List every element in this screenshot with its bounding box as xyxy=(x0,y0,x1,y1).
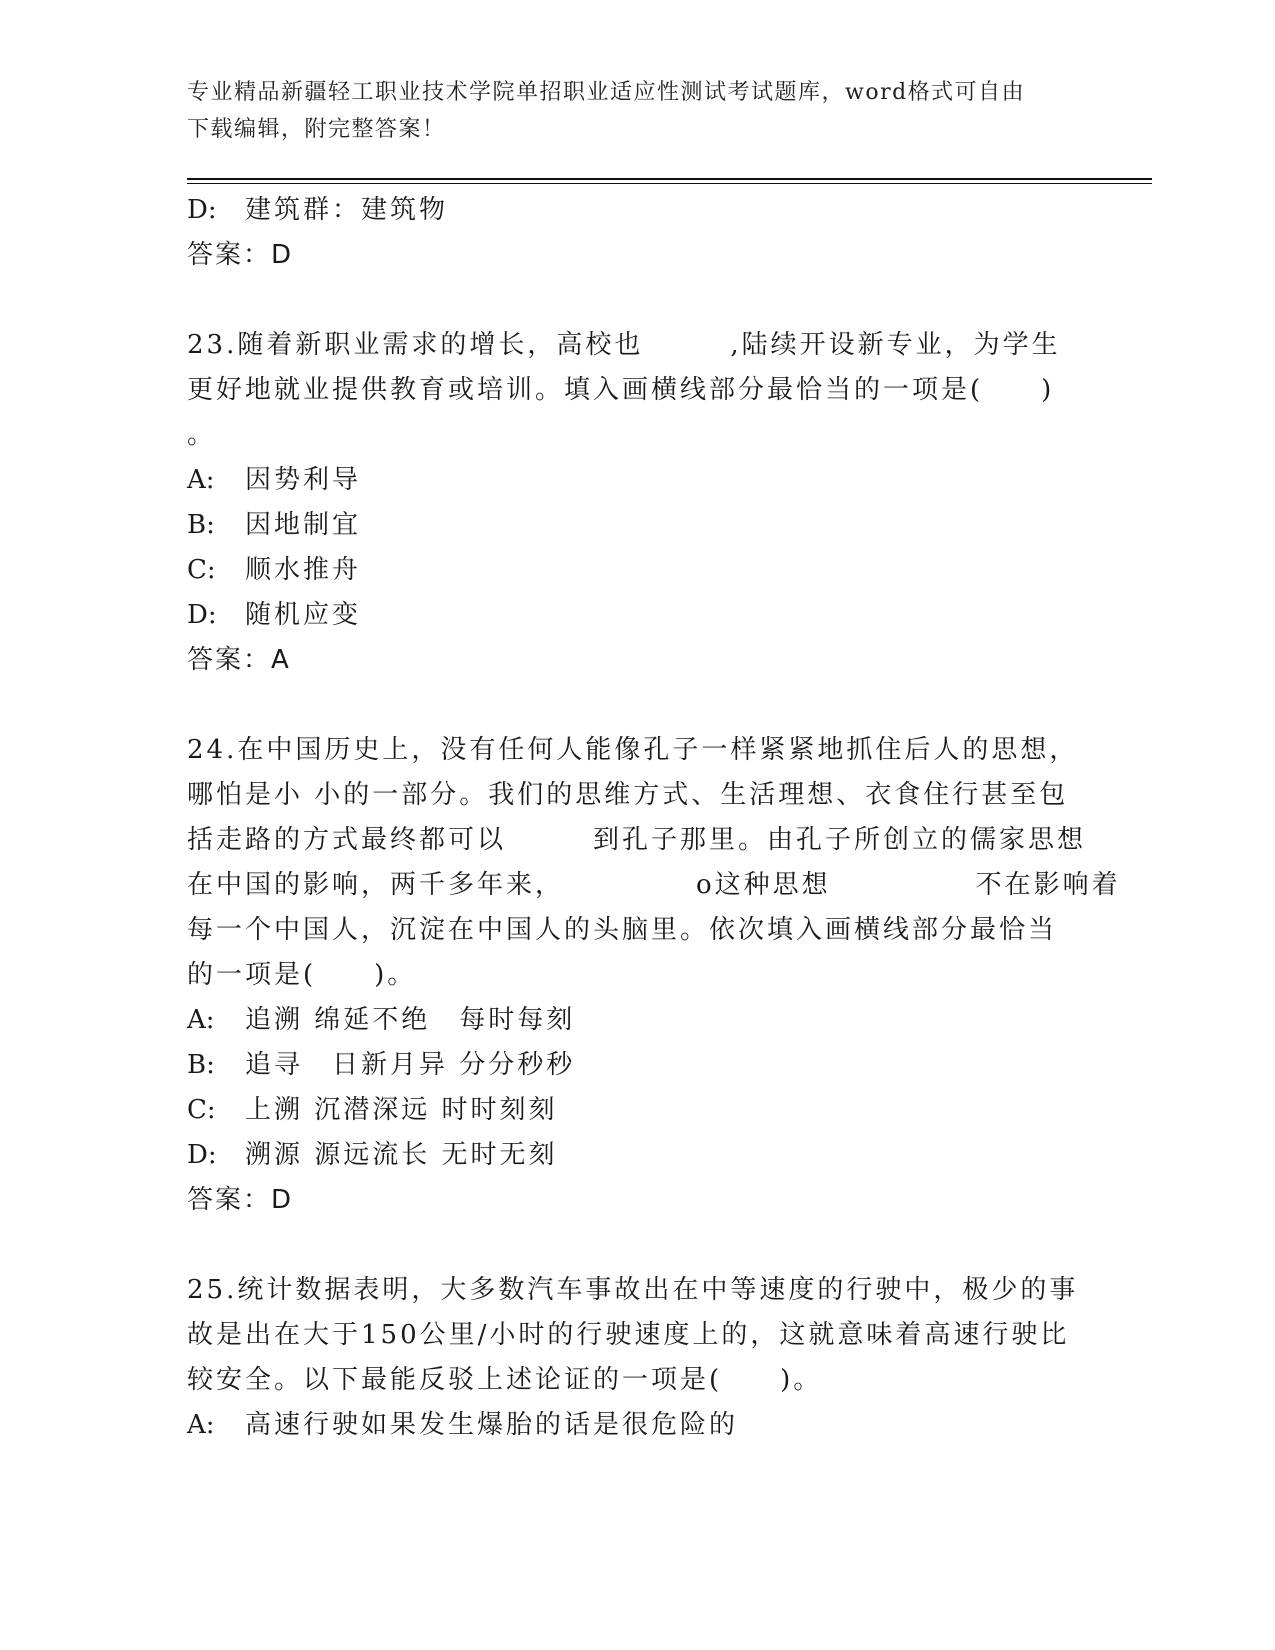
option-letter: A: xyxy=(187,465,215,495)
option-letter: A: xyxy=(187,1410,215,1440)
option-letter: C: xyxy=(187,1095,216,1125)
q25-stem-line-2: 故是出在大于150公里/小时的行驶速度上的，这就意味着高速行驶比 xyxy=(187,1320,1070,1350)
document-body xyxy=(187,188,1121,1448)
q25-stem-line-1: 25.统计数据表明，大多数汽车事故出在中等速度的行驶中，极少的事 xyxy=(187,1275,1079,1305)
q23-option-c xyxy=(187,548,1077,593)
header-line-2: 下载编辑，附完整答案！ xyxy=(187,117,446,142)
option-text: 因势利导 xyxy=(245,465,362,495)
option-letter: A: xyxy=(187,1005,215,1035)
option-text: 随机应变 xyxy=(245,600,362,630)
option-letter: C: xyxy=(187,555,216,585)
q25-stem-line-3: 较安全。以下最能反驳上述论证的一项是( )。 xyxy=(187,1365,823,1395)
option-text: 上溯 沉潜深远 时时刻刻 xyxy=(245,1095,558,1125)
spacer xyxy=(187,278,1077,323)
option-letter: B: xyxy=(187,1050,215,1080)
header-line-1: 专业精品新疆轻工职业技术学院单招职业适应性测试考试题库，word格式可自由 xyxy=(187,80,1026,105)
q23-stem-line-1: 23.随着新职业需求的增长，高校也 ,陆续开设新专业，为学生 xyxy=(187,330,1061,360)
spacer xyxy=(187,683,1077,728)
q23-stem-line-2: 更好地就业提供教育或培训。填入画横线部分最恰当的一项是( ) xyxy=(187,375,1055,405)
option-text: 高速行驶如果发生爆胎的话是很危险的 xyxy=(245,1410,739,1440)
page-header xyxy=(187,74,1067,148)
header-rule-thick xyxy=(187,178,1152,180)
option-letter: D: xyxy=(187,1140,217,1170)
q24-option-d xyxy=(187,1133,1077,1178)
q23-option-b xyxy=(187,503,1077,548)
q24-option-b xyxy=(187,1043,1077,1088)
q24-stem-line-2: 哪怕是小 小的一部分。我们的思维方式、生活理想、衣食住行甚至包 xyxy=(187,780,1069,810)
q24-option-c xyxy=(187,1088,1077,1133)
option-letter: D: xyxy=(187,600,217,630)
spacer xyxy=(187,1223,1077,1268)
option-letter: B: xyxy=(187,510,215,540)
q23-option-d xyxy=(187,593,1077,638)
option-text: 追溯 绵延不绝 每时每刻 xyxy=(245,1005,576,1035)
q24-stem-line-4: 在中国的影响，两千多年来， o这种思想 不在影响着 xyxy=(187,870,1121,900)
q24-stem-line-5: 每一个中国人，沉淀在中国人的头脑里。依次填入画横线部分最恰当 xyxy=(187,915,1058,945)
option-letter: D: xyxy=(187,195,217,225)
q23-option-a xyxy=(187,458,1077,503)
q24-stem-line-1: 24.在中国历史上，没有任何人能像孔子一样紧紧地抓住后人的思想， xyxy=(187,735,1079,765)
q24-answer: 答案：D xyxy=(187,1185,294,1215)
q23-stem-line-3: 。 xyxy=(187,420,217,450)
option-text: 追寻 日新月异 分分秒秒 xyxy=(245,1050,576,1080)
option-text: 溯源 源远流长 无时无刻 xyxy=(245,1140,558,1170)
q23-answer: 答案：A xyxy=(187,645,291,675)
q22-option-d xyxy=(187,188,1077,233)
q22-answer: 答案：D xyxy=(187,240,294,270)
q24-stem-line-3: 括走路的方式最终都可以 到孔子那里。由孔子所创立的儒家思想 xyxy=(187,825,1087,855)
option-text: 建筑群：建筑物 xyxy=(245,195,449,225)
header-rule-thin xyxy=(187,183,1152,184)
option-text: 因地制宜 xyxy=(245,510,362,540)
q24-option-a xyxy=(187,998,1077,1043)
q25-option-a xyxy=(187,1403,1077,1448)
option-text: 顺水推舟 xyxy=(245,555,362,585)
q24-stem-line-6: 的一项是( )。 xyxy=(187,960,417,990)
